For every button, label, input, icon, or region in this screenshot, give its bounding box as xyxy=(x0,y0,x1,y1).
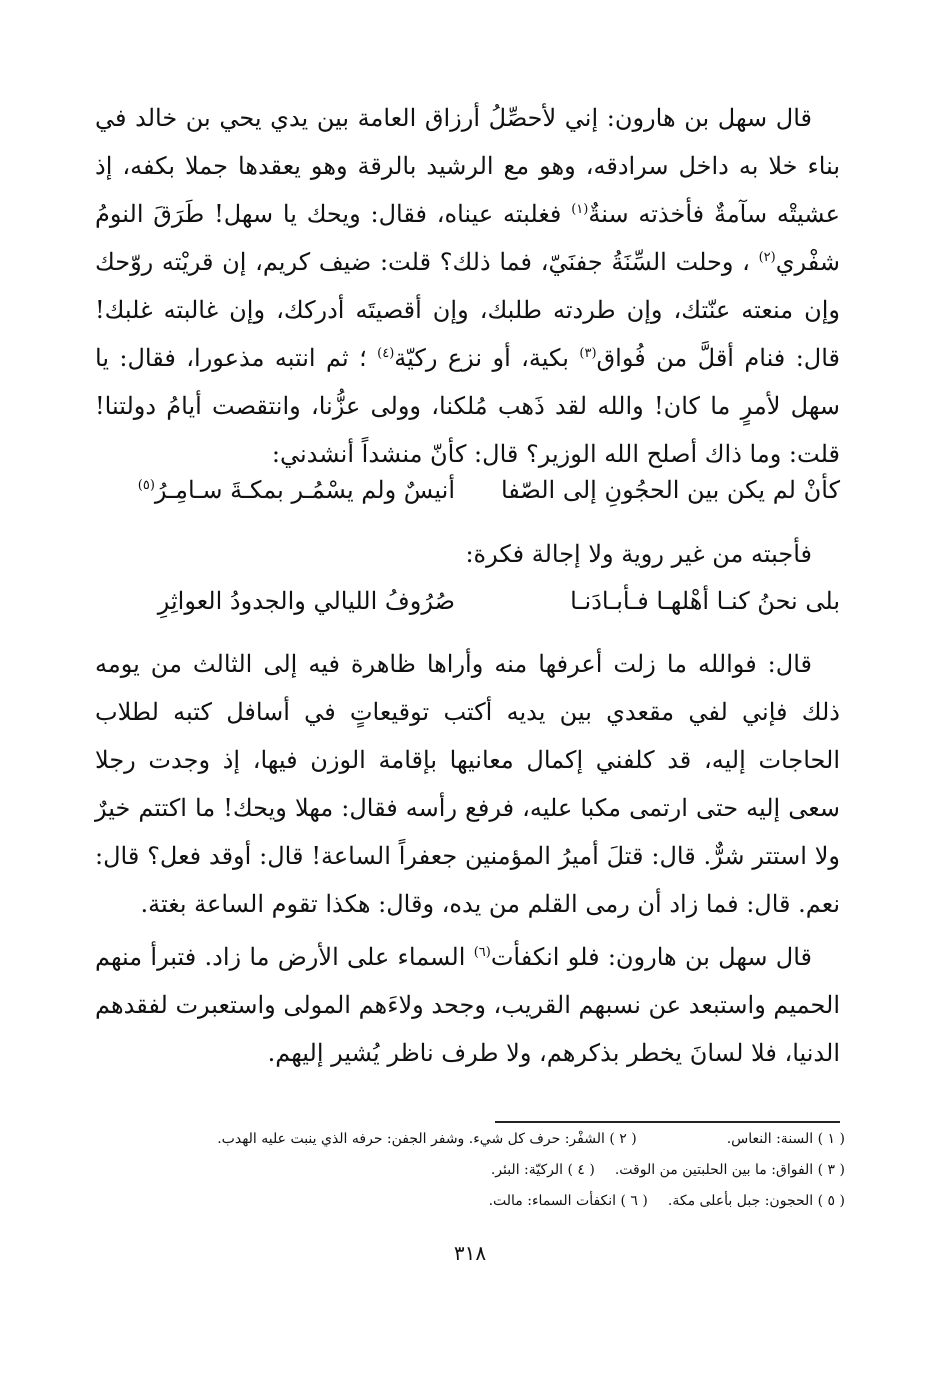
footnote-2: ( ٢ ) الشفْر: حرف كل شيء. وشفر الجفن: حرفه الذي ينبت عليه الهدب. xyxy=(217,1131,637,1147)
verse-2 xyxy=(95,578,840,624)
footnote-line-3 xyxy=(95,1186,845,1217)
paragraph-2 xyxy=(95,640,840,928)
verse-1 xyxy=(95,467,840,513)
verse-2-first-hemistich: بلى نحنُ كنـا أهْلهـا فـأبـادَنـا xyxy=(570,587,840,615)
footnote-3: ( ٣ ) الفواق: ما بين الحلبتين من الوقت. xyxy=(614,1162,845,1178)
footnote-separator xyxy=(495,1121,840,1123)
verse-1-second-hemistich: أنيسٌ ولم يسْمُـر بمكـةَ سـامِـرُ xyxy=(154,476,455,504)
footnote-line-1 xyxy=(95,1124,845,1155)
footnote-ref-6: (٦) xyxy=(473,945,491,960)
paragraph-3 xyxy=(95,933,840,1077)
footnote-ref-4: (٤) xyxy=(377,346,395,361)
paragraph-1-text-b: فغلبته عيناه، فقال: ويحك يا سهل! طَرَقَ النومُ شفْري xyxy=(95,200,840,276)
paragraph-2-text: قال: فوالله ما زلت أعرفها منه وأراها ظاهرة فيه إلى الثالث من يومه ذلك فإني لفي مقعدي بين يديه أكتب توقيعاتٍ في أسافل كتبه لطلاب الحاجات إليه، قد كلفني إكمال معانيها بإقامة الوزن فيها، إذ وجدت رجلا سعى إليه حتى ارتمى مكبا عليه، فرفع رأسه فقال: مهلا ويحك! ما اكتتم خيرٌ ولا استتر شرٌّ. قال: قتلَ أميرُ المؤمنين جعفراً الساعة! قال: أوقد فعل؟ قال: نعم. قال: فما زاد أن رمى القلم من يده، وقال: هكذا تقوم الساعة بغتة. xyxy=(95,650,840,918)
paragraph-1-text-a: قال سهل بن هارون: إني لأحصِّلُ أرزاق العامة بين يدي يحي بن خالد في بناء خلا به داخل سرادقه، وهو مع الرشيد بالرقة وهو يعقدها جملا بكفه، إذ عشيتْه سآمةٌ فأخذته سنةٌ xyxy=(95,104,840,228)
paragraph-1-text-e: ؛ ثم انتبه مذعورا، فقال: يا سهل لأمرٍ ما كان! والله لقد ذَهب مُلكنا، وولى عزُّنا، وانتقصت أيامُ دولتنا! قلت: وما ذاك أصلح الله الوزير؟ قال: كأنّ منشداً أنشدني: xyxy=(95,344,840,468)
footnote-line-2 xyxy=(95,1155,845,1186)
footnotes xyxy=(95,1124,845,1217)
footnote-ref-1: (١) xyxy=(571,202,589,217)
verse-2-second-hemistich: صُرُوفُ الليالي والجدودُ العواثِرِ xyxy=(157,587,455,615)
footnote-5: ( ٥ ) الحجون: جبل بأعلى مكة. xyxy=(667,1193,845,1209)
paragraph-3-text-a: قال سهل بن هارون: فلو انكفأت xyxy=(490,943,812,971)
footnote-ref-3: (٣) xyxy=(579,346,597,361)
paragraph-1-text-c: ، وحلت السِّنَةُ جفنَيّ، فما ذلك؟ قلت: ضيف كريم، إن قريْته روّحك وإن منعته عنّتك، وإن طردته طلبك، وإن أقصيتَه أدركك، وإن غالبته غلبك! قال: فنام أقلَّ من فُواق xyxy=(95,248,841,372)
paragraph-3-text-b: السماء على الأرض ما زاد. فتبرأ منهم الحميم واستبعد عن نسبهم القريب، وجحد ولاءَهم المولى واستعبرت لفقدهم الدنيا، فلا لسانَ يخطر بذكرهم، ولا طرف ناظر يُشير إليهم. xyxy=(95,943,840,1067)
footnote-ref-2: (٢) xyxy=(758,250,776,265)
verse-1-first-hemistich: كأنْ لم يكن بين الحجُونِ إلى الصّفا xyxy=(500,476,840,504)
page-number: ٣١٨ xyxy=(453,1241,487,1265)
paragraph-1-text-d: بكية، أو نزع ركيّة xyxy=(394,344,580,372)
footnote-4: ( ٤ ) الركيّة: البئر. xyxy=(490,1162,595,1178)
verse-intro xyxy=(95,530,840,578)
footnote-1: ( ١ ) السنة: النعاس. xyxy=(726,1131,845,1147)
paragraph-1 xyxy=(95,94,840,478)
footnote-ref-5: (٥) xyxy=(137,478,155,493)
verse-intro-text: فأجبته من غير روية ولا إجالة فكرة: xyxy=(465,540,812,568)
footnote-6: ( ٦ ) انكفأت السماء: مالت. xyxy=(488,1193,648,1209)
